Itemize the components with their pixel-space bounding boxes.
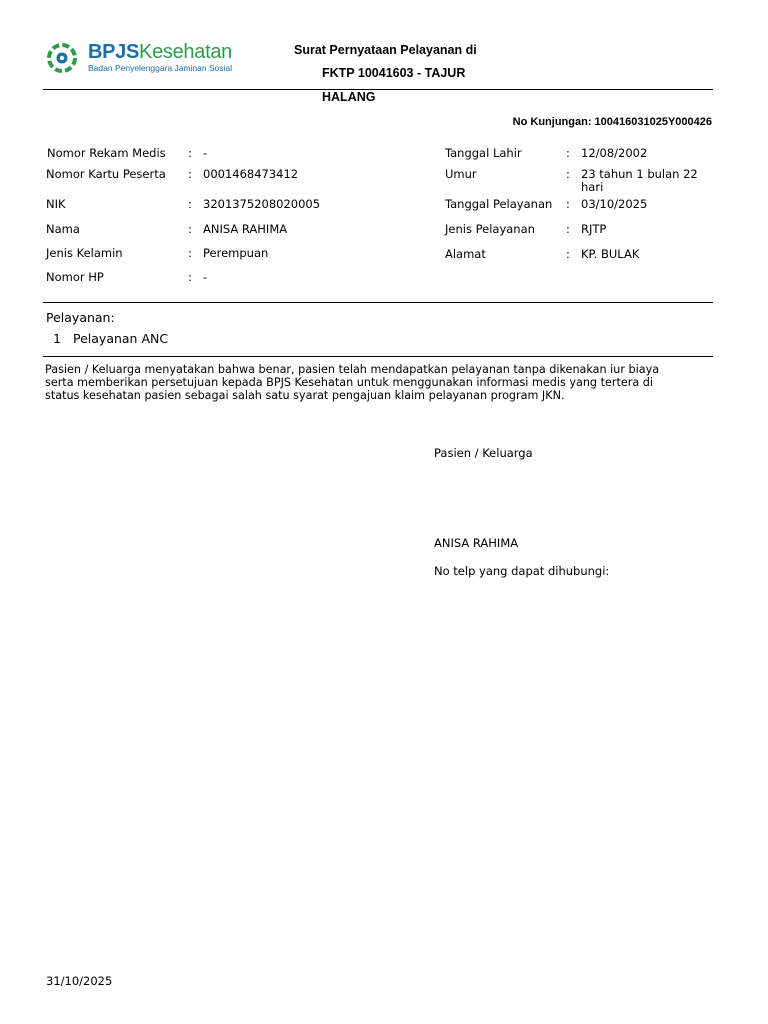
header-divider [43, 89, 713, 90]
field-label: NIK [46, 197, 66, 211]
field-value-gender: Perempuan [203, 246, 269, 260]
field-value-service-type: RJTP [581, 222, 607, 236]
statement-line: serta memberikan persetujuan kepada BPJS Kesehatan untuk menggunakan informasi medis yang tertera di [45, 376, 653, 389]
footer-date: 31/10/2025 [46, 974, 113, 988]
field-label: Tanggal Pelayanan [445, 197, 553, 211]
statement-line: Pasien / Keluarga menyatakan bahwa benar, pasien telah mendapatkan pelayanan tanpa dikenakan iur biaya [45, 363, 660, 376]
field-value-nik: 3201375208020005 [203, 197, 321, 211]
field-colon: : [566, 167, 570, 181]
field-colon: : [566, 197, 570, 211]
statement-line: status kesehatan pasien sebagai salah satu syarat pengajuan klaim pelayanan program JKN. [45, 389, 565, 402]
signature-role: Pasien / Keluarga [434, 446, 533, 460]
bpjs-emblem-icon [46, 42, 78, 74]
field-colon: : [566, 222, 570, 236]
service-item-number: 1 [53, 331, 61, 346]
field-value-age: 23 tahun 1 bulan 22 [581, 167, 698, 181]
field-label: Tanggal Lahir [445, 146, 522, 160]
logo-name: BPJS [88, 41, 140, 63]
services-divider [43, 356, 713, 357]
signature-phone-label: No telp yang dapat dihubungi: [434, 564, 610, 578]
field-colon: : [566, 247, 570, 261]
field-label: Nomor HP [46, 270, 104, 284]
field-colon: : [188, 246, 192, 260]
bpjs-logo [46, 42, 80, 76]
field-colon: : [188, 146, 192, 160]
visit-number: No Kunjungan: 100416031025Y000426 [512, 116, 712, 128]
field-value-service-date: 03/10/2025 [581, 197, 648, 211]
field-label: Nomor Kartu Peserta [46, 167, 166, 181]
field-label: Nama [46, 222, 80, 236]
field-colon: : [188, 197, 192, 211]
services-heading: Pelayanan: [46, 310, 115, 325]
signature-name: ANISA RAHIMA [434, 536, 519, 550]
fields-divider [43, 302, 713, 303]
field-value-age-cont: hari [581, 180, 604, 194]
doc-title-line3: HALANG [322, 90, 376, 104]
logo-tagline: Badan Penyelenggara Jaminan Sosial [88, 63, 233, 73]
field-value-birthdate: 12/08/2002 [581, 146, 648, 160]
doc-title-line2: FKTP 10041603 - TAJUR [322, 66, 466, 80]
logo-name-accent: Kesehatan [139, 41, 232, 63]
field-label: Alamat [445, 247, 486, 261]
logo-wordmark [88, 41, 232, 64]
field-colon: : [188, 222, 192, 236]
field-label: Nomor Rekam Medis [47, 146, 166, 160]
field-colon: : [188, 270, 192, 284]
field-colon: : [188, 167, 192, 181]
field-value-medical-record: - [203, 146, 208, 160]
field-value-address: KP. BULAK [581, 247, 640, 261]
consent-statement [45, 363, 705, 402]
field-value-name: ANISA RAHIMA [203, 222, 288, 236]
field-colon: : [566, 146, 570, 160]
field-label: Jenis Kelamin [46, 246, 123, 260]
doc-title-line1: Surat Pernyataan Pelayanan di [294, 43, 477, 57]
field-value-phone: - [203, 270, 208, 284]
service-item-label: Pelayanan ANC [73, 331, 169, 346]
field-label: Jenis Pelayanan [445, 222, 535, 236]
field-value-card-number: 0001468473412 [203, 167, 299, 181]
field-label: Umur [445, 167, 477, 181]
